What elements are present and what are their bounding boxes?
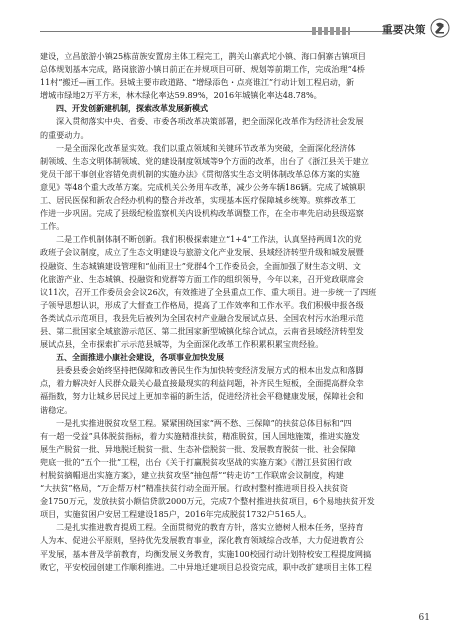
page-header (0, 18, 468, 40)
text-line: 项目，实施贫困户安居工程建设185户，2016年完成脱贫1732户5165人。 (40, 509, 312, 520)
text-line: 福指数，努力让城乡居民过上更加幸福的新生活，促进经济社会平稳健康发展，保障社会和 (40, 391, 364, 402)
text-line: 败它，平安校园创建工作顺利推进。二中异地迁建项目总投资完成，职中改扩建项目主体工程 (40, 561, 372, 572)
header-decoration (312, 27, 350, 35)
text-line: 11村”搬迁—画工作。县城主要市政道路、“增绿添色・点亮谁江”行动计划工程启动，新 (40, 77, 355, 88)
text-line: 投融资、生态城镇建设管理和“仙雨卫士”党群4个工作委员会，全面加强了财生态文明、文 (40, 260, 361, 271)
text-line: 谐稳定。 (40, 404, 73, 415)
text-line: 制领域、生态文明体制领域、党的建设制度领域等9个方面的改革，出台了《浙江县关于建立 (40, 155, 369, 166)
text-line: 村脱贫摘帽退出实施方案》，建立扶贫攻坚“抽包帮”“转走访”工作联席会议制度，构建 (40, 470, 344, 480)
text-line: 人为本、促进公平原则，坚持优先发展教育事业，深化教育领域综合改革，大力促进教育公 (40, 535, 364, 546)
article-body (40, 50, 432, 574)
text-line: 县、第二批国家全域旅游示范区、第二批国家新型城镇化综合试点，云南省县域经济转型发 (40, 325, 364, 336)
page-number: 61 (418, 613, 430, 623)
party-emblem-icon (430, 18, 450, 38)
text-line: 党员干部干事创业容错免责机制的实施办法》《贯彻落实生态文明体制改革总体方案的实施 (40, 168, 360, 179)
text-line: 意见》等48个重大改革方案。完成机关公务用车改革，减少公务车辆186辆。完成了城镇职 (40, 181, 366, 192)
section-heading: 五、全面推进小康社会建设，各项事业加快发展 (56, 353, 224, 363)
text-line: 金1750万元，发放扶贫小额信贷款2000万元，完成7个整村推进扶贫项目，6个易地扶贫开发 (40, 496, 375, 507)
text-line: “大扶贫”格局，“万企帮万村”精准扶贫行动全面开展。行政村整村推进项目投入扶贫资 (40, 483, 348, 494)
text-line: 的重要动力。 (40, 129, 89, 140)
text-line: 展试点县，全市探索扩示示范县城等，为全面深化改革工作积累积累宝贵经验。 (40, 339, 324, 350)
text-line: 一是全面深化改革显实效。我们以重点领域和关键环节改革为突破，全面深化经济体 (56, 142, 356, 153)
text-line: 平发展，基本普及学前教育，均衡发展义务教育，实施100校园行动计划特校安工程提度网搞 (40, 548, 372, 559)
text-line: 县委县委会始终坚持把保障和改善民生作为加快转变经济发展方式的根本出发点和落脚 (56, 365, 364, 376)
text-line: 作进一步巩固。完成了县级纪检监察机关内设机构改革调整工作，在全市率先启动县级巡察 (40, 208, 364, 219)
text-line: 政班子会议制度，成立了生态文明建设与旅游文化产业发展、县域经济转型升级和城发展暨 (40, 247, 364, 258)
text-line: 二是扎实推进教育提质工程。全面贯彻党的教育方针，落实立德树人根本任务，坚持育 (56, 522, 364, 533)
text-line: 有一超一受益”具体脱贫指标，着力实施精准扶贫，精准脱贫，国人国地施策，推进实施发 (40, 430, 360, 441)
text-line: 子领导思想认识，形成了大督查工作格局，提高了工作效率和工作水平。我们积极申报各级 (40, 299, 364, 310)
text-line: 工、居民医保和新农合经办机构的整合并改革，实现基本医疗保障城乡统筹。殡葬改革工 (40, 195, 356, 206)
section-title: 重要决策 (382, 24, 426, 36)
text-line: 建设，立昌旅游小镇25栋苗族安置房主体工程完工，鹊关山寨武坨小镇、海口侗寨古镇项目 (40, 51, 366, 61)
text-line: 点，着力解决好人民群众最关心最直接最现实的利益问题，补齐民生短板，全面提高群众幸 (40, 378, 364, 389)
text-line: 二是工作机制体制不断创新。我们积极探索建立“1+4”工作法，认真坚持两周1次的党 (56, 234, 362, 245)
text-line: 一是扎实推进脱贫攻坚工程。紧紧围绕国家“两不愁、三保障”的扶贫总体目标和“四 (56, 417, 352, 428)
text-line: 各类试点示范项目，我县先后被列为全国农村产业融合发展试点县、全国农村污水治理示范 (40, 312, 364, 323)
text-line: 议11次，召开工作委员会会议26次，有效推进了全县重点工作、重大项目。进一步统一了四班 (40, 286, 377, 297)
text-line: 增城市绿地2万平方米，林木绿化率达59.89%，2016年城镇化率达48.78%。 (40, 90, 322, 101)
section-heading: 四、开发创新建机制，探索改革发展新模式 (56, 104, 208, 114)
text-line: 化旅游产业、生态城镇、投融资和党群等方面工作的组织领导，今年以来，召开党政联席会 (40, 273, 364, 284)
text-line: 总体规划基本完成，路岗旅游小镇日前正在并规项目可研、规划等前期工作，完成治理“4桥 (40, 64, 365, 75)
text-line: 工作。 (40, 221, 65, 232)
text-line: 展生产脱贫一批、异地脱迁脱贫一批、生态补偿脱贫一批、发展教育脱贫一批、社会保障 (40, 443, 356, 454)
text-line: 深入贯彻落实中央、省委、市委各项改革决策部署，把全面深化改革作为经济社会发展 (56, 116, 364, 127)
text-line: 兜底一批的“五个一批”工程，出台《关于打赢脱贫攻坚战的实施方案》《潜江县贫困行政 (40, 456, 352, 467)
